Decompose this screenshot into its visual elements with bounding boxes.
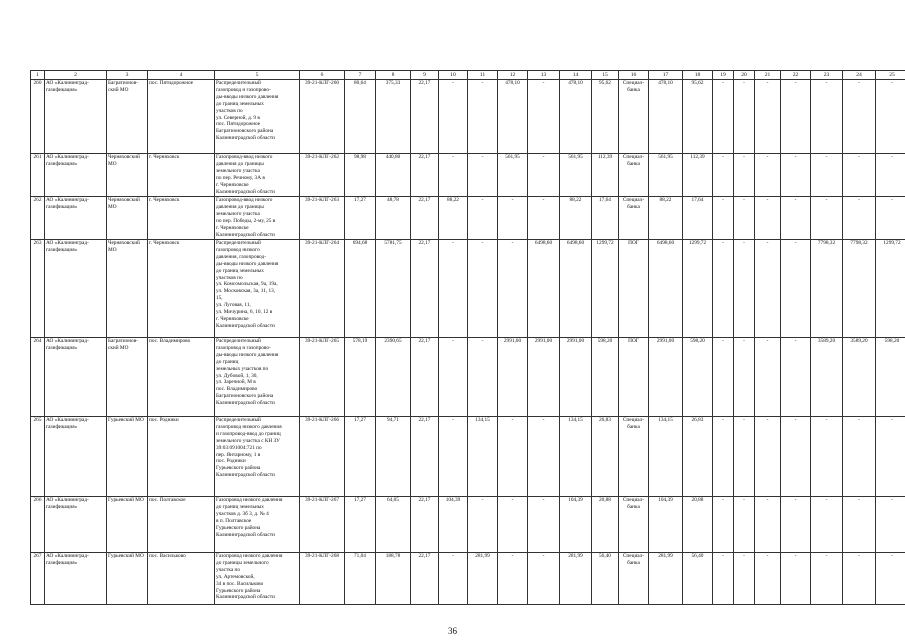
table-cell: -	[498, 197, 528, 240]
table-cell: 3589,20	[811, 338, 843, 417]
table-cell: -	[734, 497, 755, 553]
table-cell: 95,62	[592, 80, 619, 154]
column-number-cell: 11	[468, 71, 498, 80]
column-number-cell: 7	[345, 71, 376, 80]
column-number-cell: 20	[734, 71, 755, 80]
table-cell: -	[811, 80, 843, 154]
table-cell: 5781,75	[376, 240, 411, 338]
table-cell: ПОГ	[619, 240, 649, 338]
table-cell: 22,17	[411, 154, 439, 197]
column-number-cell: 4	[148, 71, 215, 80]
table-cell: 88,22	[649, 197, 683, 240]
table-cell: 266	[31, 497, 45, 553]
table-cell: 478,10	[498, 80, 528, 154]
table-cell: г. Черняховск	[148, 197, 215, 240]
table-cell: 3589,20	[843, 338, 876, 417]
table-cell: 39-21-КЛГ-262	[300, 154, 345, 197]
table-cell: 112,39	[683, 154, 713, 197]
table-cell: -	[734, 417, 755, 497]
table-cell: 48,78	[376, 197, 411, 240]
column-number-cell: 24	[843, 71, 876, 80]
table-cell: 134,15	[468, 417, 498, 497]
table-cell: -	[734, 154, 755, 197]
table-cell: 561,95	[560, 154, 592, 197]
table-cell: 26,83	[683, 417, 713, 497]
table-cell: 2390,65	[376, 338, 411, 417]
table-cell: -	[781, 240, 811, 338]
table-cell: 39-21-КЛГ-265	[300, 338, 345, 417]
table-cell: -	[468, 80, 498, 154]
table-cell: -	[843, 197, 876, 240]
table-cell: 20,88	[683, 497, 713, 553]
column-number-cell: 6	[300, 71, 345, 80]
gasification-table	[30, 70, 905, 605]
table-cell: -	[468, 197, 498, 240]
column-number-cell: 5	[215, 71, 300, 80]
table-cell: 2991,00	[498, 338, 528, 417]
column-number-row	[31, 71, 905, 80]
column-number-cell: 21	[755, 71, 781, 80]
table-cell: Черняховский МО	[107, 197, 148, 240]
table-cell: -	[876, 497, 905, 553]
table-cell: 22,17	[411, 338, 439, 417]
table-cell: -	[755, 240, 781, 338]
table-cell: 80,64	[345, 80, 376, 154]
table-cell: 7798,32	[843, 240, 876, 338]
table-cell: 1299,72	[683, 240, 713, 338]
table-cell: 22,17	[411, 197, 439, 240]
table-cell: -	[781, 197, 811, 240]
table-cell: 6498,60	[528, 240, 560, 338]
table-cell: 39-21-КЛГ-268	[300, 553, 345, 605]
table-cell: 17,27	[345, 197, 376, 240]
table-cell: -	[755, 553, 781, 605]
table-cell: -	[439, 338, 468, 417]
table-cell: -	[734, 338, 755, 417]
table-cell: 94,71	[376, 417, 411, 497]
table-cell: -	[755, 497, 781, 553]
table-cell: -	[755, 80, 781, 154]
table-cell: АО «Калининград- газификация»	[45, 553, 107, 605]
column-number-cell: 12	[498, 71, 528, 80]
table-cell: 39-21-КЛГ-266	[300, 417, 345, 497]
table-cell: -	[439, 154, 468, 197]
table-cell: 281,99	[560, 553, 592, 605]
table-cell: Газопровод-ввод низкого давления до границы земельного участка по пер. Победы, 2-му, 25 в г. Черняховске Калининградской области	[215, 197, 300, 240]
table-cell: 134,15	[560, 417, 592, 497]
table-cell: -	[439, 80, 468, 154]
table-cell: Газопровод низкого давления до границ земельных участков д. 3б 3, д. № 4 в п. Полтавское Гурьевского района Калининградской области	[215, 497, 300, 553]
table-cell: 64,05	[376, 497, 411, 553]
table-cell: 2991,00	[649, 338, 683, 417]
table-cell: 39-21-КЛГ-263	[300, 197, 345, 240]
table-cell: 26,83	[592, 417, 619, 497]
table-row	[31, 240, 905, 338]
table-cell: 1299,72	[592, 240, 619, 338]
table-cell: Багратионов- ский МО	[107, 338, 148, 417]
table-cell: -	[843, 417, 876, 497]
table-cell: -	[468, 154, 498, 197]
table-cell: -	[811, 497, 843, 553]
table-cell: -	[811, 417, 843, 497]
table-cell: 478,10	[560, 80, 592, 154]
table-cell: -	[781, 338, 811, 417]
column-number-cell: 22	[781, 71, 811, 80]
table-cell: -	[781, 417, 811, 497]
table-cell: АО «Калининград- газификация»	[45, 154, 107, 197]
table-cell: 20,88	[592, 497, 619, 553]
table-cell: 440,80	[376, 154, 411, 197]
table-cell: -	[713, 417, 734, 497]
table-cell: 71,04	[345, 553, 376, 605]
table-cell: -	[811, 154, 843, 197]
table-cell: -	[734, 240, 755, 338]
table-row	[31, 154, 905, 197]
table-cell: 22,17	[411, 80, 439, 154]
table-cell: 561,95	[649, 154, 683, 197]
table-cell: -	[713, 553, 734, 605]
table-cell: 134,15	[649, 417, 683, 497]
page-number: 36	[448, 626, 457, 636]
table-cell: 694,68	[345, 240, 376, 338]
table-cell: -	[734, 197, 755, 240]
table-cell: -	[528, 154, 560, 197]
table-cell: Гурьевский МО	[107, 417, 148, 497]
column-number-cell: 25	[876, 71, 905, 80]
table-cell: -	[781, 154, 811, 197]
table-cell: 104,39	[560, 497, 592, 553]
table-cell: пос. Пятидорожное	[148, 80, 215, 154]
table-cell: 260	[31, 80, 45, 154]
table-cell: 17,64	[683, 197, 713, 240]
table-cell: 112,39	[592, 154, 619, 197]
table-cell: 95,62	[683, 80, 713, 154]
table-cell: -	[468, 338, 498, 417]
table-cell: 265	[31, 417, 45, 497]
column-number-cell: 15	[592, 71, 619, 80]
table-cell: 6498,60	[649, 240, 683, 338]
table-cell: пос. Васильково	[148, 553, 215, 605]
table-cell: -	[439, 240, 468, 338]
table-row	[31, 553, 905, 605]
table-cell: -	[755, 417, 781, 497]
table-cell: Специал- банка	[619, 497, 649, 553]
table-cell: Распределительный газопровод низкого давления и газопровод-ввод до границ земельного участка с КН ЗУ 39:03:091004:721 по пер. Янтарному, 1 в пос. Родники Гурьевского района Калининградской области	[215, 417, 300, 497]
column-number-cell: 13	[528, 71, 560, 80]
table-cell: -	[734, 80, 755, 154]
table-row	[31, 497, 905, 553]
table-cell: 17,27	[345, 417, 376, 497]
table-cell: Черняховский МО	[107, 240, 148, 338]
table-cell: Газопровод-ввод низкого давления до границы земельного участка по пер. Речному, 3А в г. Черняховске Калининградской области	[215, 154, 300, 197]
table-cell: -	[734, 553, 755, 605]
table-cell: -	[781, 553, 811, 605]
column-number-cell: 8	[376, 71, 411, 80]
table-cell: -	[713, 338, 734, 417]
table-cell: -	[528, 553, 560, 605]
table-cell: 478,10	[649, 80, 683, 154]
table-cell: -	[876, 553, 905, 605]
column-number-cell: 16	[619, 71, 649, 80]
table-cell: -	[468, 497, 498, 553]
table-cell: -	[713, 497, 734, 553]
table-cell: -	[439, 417, 468, 497]
table-cell: Специал- банка	[619, 154, 649, 197]
table-cell: АО «Калининград- газификация»	[45, 80, 107, 154]
table-cell: Гурьевский МО	[107, 497, 148, 553]
table-cell: -	[843, 154, 876, 197]
table-cell: -	[713, 154, 734, 197]
table-cell: -	[876, 154, 905, 197]
column-number-cell: 1	[31, 71, 45, 80]
table-cell: 39-21-КЛГ-260	[300, 80, 345, 154]
table-body	[31, 71, 905, 605]
table-cell: 261	[31, 154, 45, 197]
column-number-cell: 10	[439, 71, 468, 80]
table-cell: -	[439, 553, 468, 605]
table-cell: 281,99	[649, 553, 683, 605]
table-cell: -	[528, 80, 560, 154]
table-cell: 263	[31, 240, 45, 338]
table-cell: -	[498, 497, 528, 553]
table-cell: АО «Калининград- газификация»	[45, 197, 107, 240]
table-cell: 578,19	[345, 338, 376, 417]
table-cell: 267	[31, 553, 45, 605]
table-cell: 264	[31, 338, 45, 417]
table-cell: 104,39	[649, 497, 683, 553]
table-cell: -	[498, 417, 528, 497]
table-cell: пос. Полтавское	[148, 497, 215, 553]
table-cell: 22,17	[411, 497, 439, 553]
table-cell: АО «Калининград- газификация»	[45, 497, 107, 553]
table-cell: -	[498, 553, 528, 605]
column-number-cell: 18	[683, 71, 713, 80]
table-cell: 6498,60	[560, 240, 592, 338]
table-cell: пос. Владимирово	[148, 338, 215, 417]
table-cell: 598,20	[683, 338, 713, 417]
table-cell: ПОГ	[619, 338, 649, 417]
table-cell: 39-21-КЛГ-264	[300, 240, 345, 338]
table-cell: 22,17	[411, 417, 439, 497]
table-cell: -	[755, 197, 781, 240]
table-cell: -	[781, 497, 811, 553]
table-cell: -	[781, 80, 811, 154]
table-cell: -	[876, 197, 905, 240]
table-cell: пос. Родники	[148, 417, 215, 497]
table-cell: АО «Калининград- газификация»	[45, 417, 107, 497]
table-cell: 598,20	[592, 338, 619, 417]
table-cell: -	[713, 240, 734, 338]
column-number-cell: 3	[107, 71, 148, 80]
table-cell: Специал- банка	[619, 80, 649, 154]
table-cell: Черняховский МО	[107, 154, 148, 197]
table-cell: 22,17	[411, 553, 439, 605]
table-cell: -	[713, 80, 734, 154]
table-cell: -	[528, 417, 560, 497]
column-number-cell: 9	[411, 71, 439, 80]
table-row	[31, 338, 905, 417]
table-cell: -	[843, 497, 876, 553]
table-cell: Гурьевский МО	[107, 553, 148, 605]
table-cell: Распределительный газопровод и газопрово- ды-вводы низкого давления до границ земельных участков по ул. Северной, д. 9 в пос. Пятидорожное Багратионовского района Калининградской области	[215, 80, 300, 154]
table-cell: 56,40	[592, 553, 619, 605]
table-cell: 262	[31, 197, 45, 240]
table-cell: 2991,00	[560, 338, 592, 417]
table-cell: Багратионов- ский МО	[107, 80, 148, 154]
table-cell: -	[876, 417, 905, 497]
table-cell: 104,39	[439, 497, 468, 553]
table-row	[31, 197, 905, 240]
column-number-cell: 14	[560, 71, 592, 80]
table-cell: 561,95	[498, 154, 528, 197]
table-cell: Специал- банка	[619, 417, 649, 497]
table-cell: -	[528, 197, 560, 240]
table-cell: Газопровод низкого давления до границы земельного участка по ул. Артемовской, 34 в пос. Васильково Гурьевского района Калининградской области	[215, 553, 300, 605]
table-cell: -	[498, 240, 528, 338]
table-cell: -	[843, 553, 876, 605]
table-cell: г. Черняховск	[148, 154, 215, 197]
table-cell: -	[876, 80, 905, 154]
table-cell: АО «Калининград- газификация»	[45, 338, 107, 417]
table-cell: 98,98	[345, 154, 376, 197]
table-cell: 17,27	[345, 497, 376, 553]
column-number-cell: 2	[45, 71, 107, 80]
table-cell: Специал- банка	[619, 553, 649, 605]
table-row	[31, 80, 905, 154]
table-cell: 2991,00	[528, 338, 560, 417]
table-cell: -	[755, 338, 781, 417]
table-cell: Специал- банка	[619, 197, 649, 240]
table-cell: 56,40	[683, 553, 713, 605]
table-cell: г. Черняховск	[148, 240, 215, 338]
table-cell: -	[811, 553, 843, 605]
table-cell: 22,17	[411, 240, 439, 338]
table-cell: -	[713, 197, 734, 240]
table-row	[31, 417, 905, 497]
table-cell: 1299,72	[876, 240, 905, 338]
table-cell: 88,22	[439, 197, 468, 240]
table-cell: Распределительный газопровод и газопрово- ды-вводы низкого давления до границ земельных участков по ул. Дубовой, 1, 30, ул. Заречной, М в пос. Владимирово Багратионовского района Калининградской области	[215, 338, 300, 417]
table-cell: -	[468, 240, 498, 338]
table-cell: 375,33	[376, 80, 411, 154]
column-number-cell: 19	[713, 71, 734, 80]
table-cell: -	[528, 497, 560, 553]
table-cell: 598,20	[876, 338, 905, 417]
table-cell: -	[843, 80, 876, 154]
column-number-cell: 23	[811, 71, 843, 80]
table-cell: АО «Калининград- газификация»	[45, 240, 107, 338]
table-cell: 7798,32	[811, 240, 843, 338]
table-cell: -	[755, 154, 781, 197]
table-cell: 88,22	[560, 197, 592, 240]
table-cell: 17,64	[592, 197, 619, 240]
table-cell: 281,99	[468, 553, 498, 605]
table-cell: Распределительный газопровод низкого давления, газопровод- ды-вводы низкого давления до границ земельных участков по ул. Комсомольская, 9а, 19а, ул. Московская, 3а, 11, 13, 15, ул. Луговая, 11, ул. Мичурина, 6, 10, 12 в г. Черняховске Калининградской области	[215, 240, 300, 338]
table-cell: 39-21-КЛГ-267	[300, 497, 345, 553]
column-number-cell: 17	[649, 71, 683, 80]
table-cell: -	[811, 197, 843, 240]
table-cell: 188,78	[376, 553, 411, 605]
